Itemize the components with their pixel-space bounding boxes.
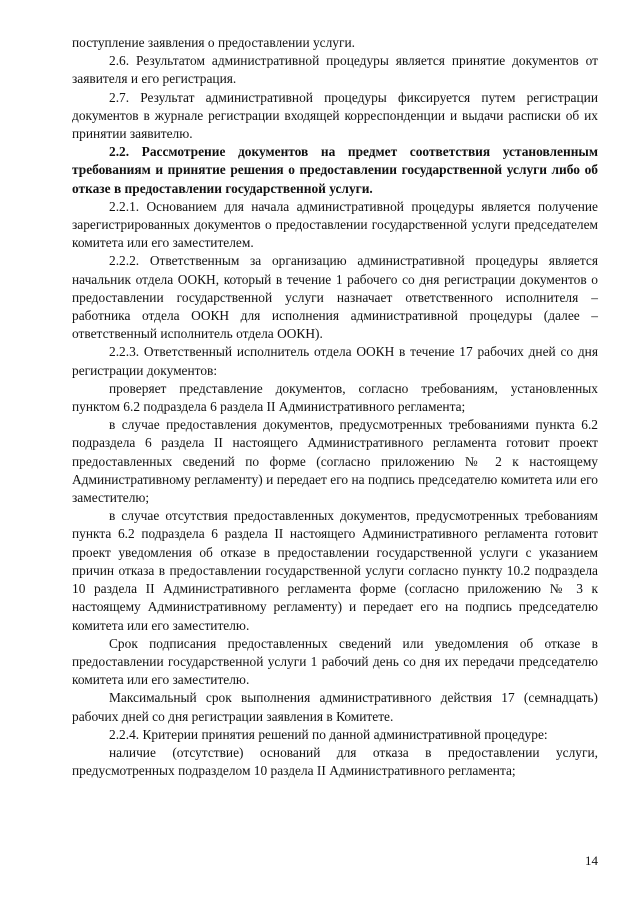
paragraph-2-2-2: 2.2.2. Ответственным за организацию административной процедуры является начальник отдела ООКН, который в течение 1 рабочего со дня регистрации документов о предоставлении государственной услуги назначает ответственного исполнителя – работника отдела ООКН для исполнения административной процедуры (далее – ответственный исполнитель отдела ООКН). <box>72 253 598 342</box>
page-number: 14 <box>585 853 598 868</box>
paragraph-criteria: наличие (отсутствие) оснований для отказа в предоставлении услуги, предусмотренных подразделом 10 раздела II Административного регламента; <box>72 744 598 779</box>
paragraph-continuation: поступление заявления о предоставлении услуги. <box>72 35 355 50</box>
paragraph-signing-term: Срок подписания предоставленных сведений или уведомления об отказе в предоставлении государственной услуги 1 рабочий день со дня их передачи председателю комитета или его заместителю. <box>72 635 598 688</box>
paragraph-checks-documents: проверяет представление документов, согласно требованиям, установленных пунктом 6.2 подраздела 6 раздела II Административного регламента; <box>72 380 598 415</box>
paragraph-case-absent: в случае отсутствия предоставленных документов, предусмотренных требованиям пункта 6.2 подраздела 6 раздела II настоящего Административного регламента готовит проект уведомления об отказе в предоставлении государственной услуги с указанием причин отказа в предоставлении государственной услуги согласно пункту 10.2 подраздела 10 раздела II Административного регламента форме (согласно приложению № 3 к настоящему Административному регламенту) и передает его на подпись председателю комитета или его заместителю. <box>72 508 598 633</box>
paragraph-2-2-3: 2.2.3. Ответственный исполнитель отдела ООКН в течение 17 рабочих дней со дня регистрации документов: <box>72 344 598 378</box>
paragraph-2-2-4: 2.2.4. Критерии принятия решений по данной административной процедуре: <box>109 726 548 742</box>
document-body <box>72 34 598 780</box>
paragraph-case-provided: в случае предоставления документов, предусмотренных требованиями пункта 6.2 подраздела 6 раздела II настоящего Административного регламента готовит проект предоставленных сведений по форме (согласно приложению № 2 к настоящему Административному регламенту) и передает его на подпись председателю комитета или его заместителю; <box>72 417 598 506</box>
paragraph-max-term: Максимальный срок выполнения административного действия 17 (семнадцать) рабочих дней со дня регистрации заявления в Комитете. <box>72 690 598 724</box>
paragraph-2-6: 2.6. Результатом административной процедуры является принятие документов от заявителя и его регистрация. <box>72 53 598 87</box>
paragraph-2-7: 2.7. Результат административной процедуры фиксируется путем регистрации документов в журнале регистрации входящей корреспонденции и выдачи расписки об их принятии заявителю. <box>72 89 598 142</box>
section-heading-2-2: 2.2. Рассмотрение документов на предмет соответствия установленным требованиям и принятие решения о предоставлении государственной услуги либо об отказе в предоставлении государственной услуги. <box>72 144 598 196</box>
paragraph-2-2-1: 2.2.1. Основанием для начала административной процедуры является получение зарегистрированных документов о предоставлении государственной услуги председателем комитета или его заместителем. <box>72 198 598 251</box>
